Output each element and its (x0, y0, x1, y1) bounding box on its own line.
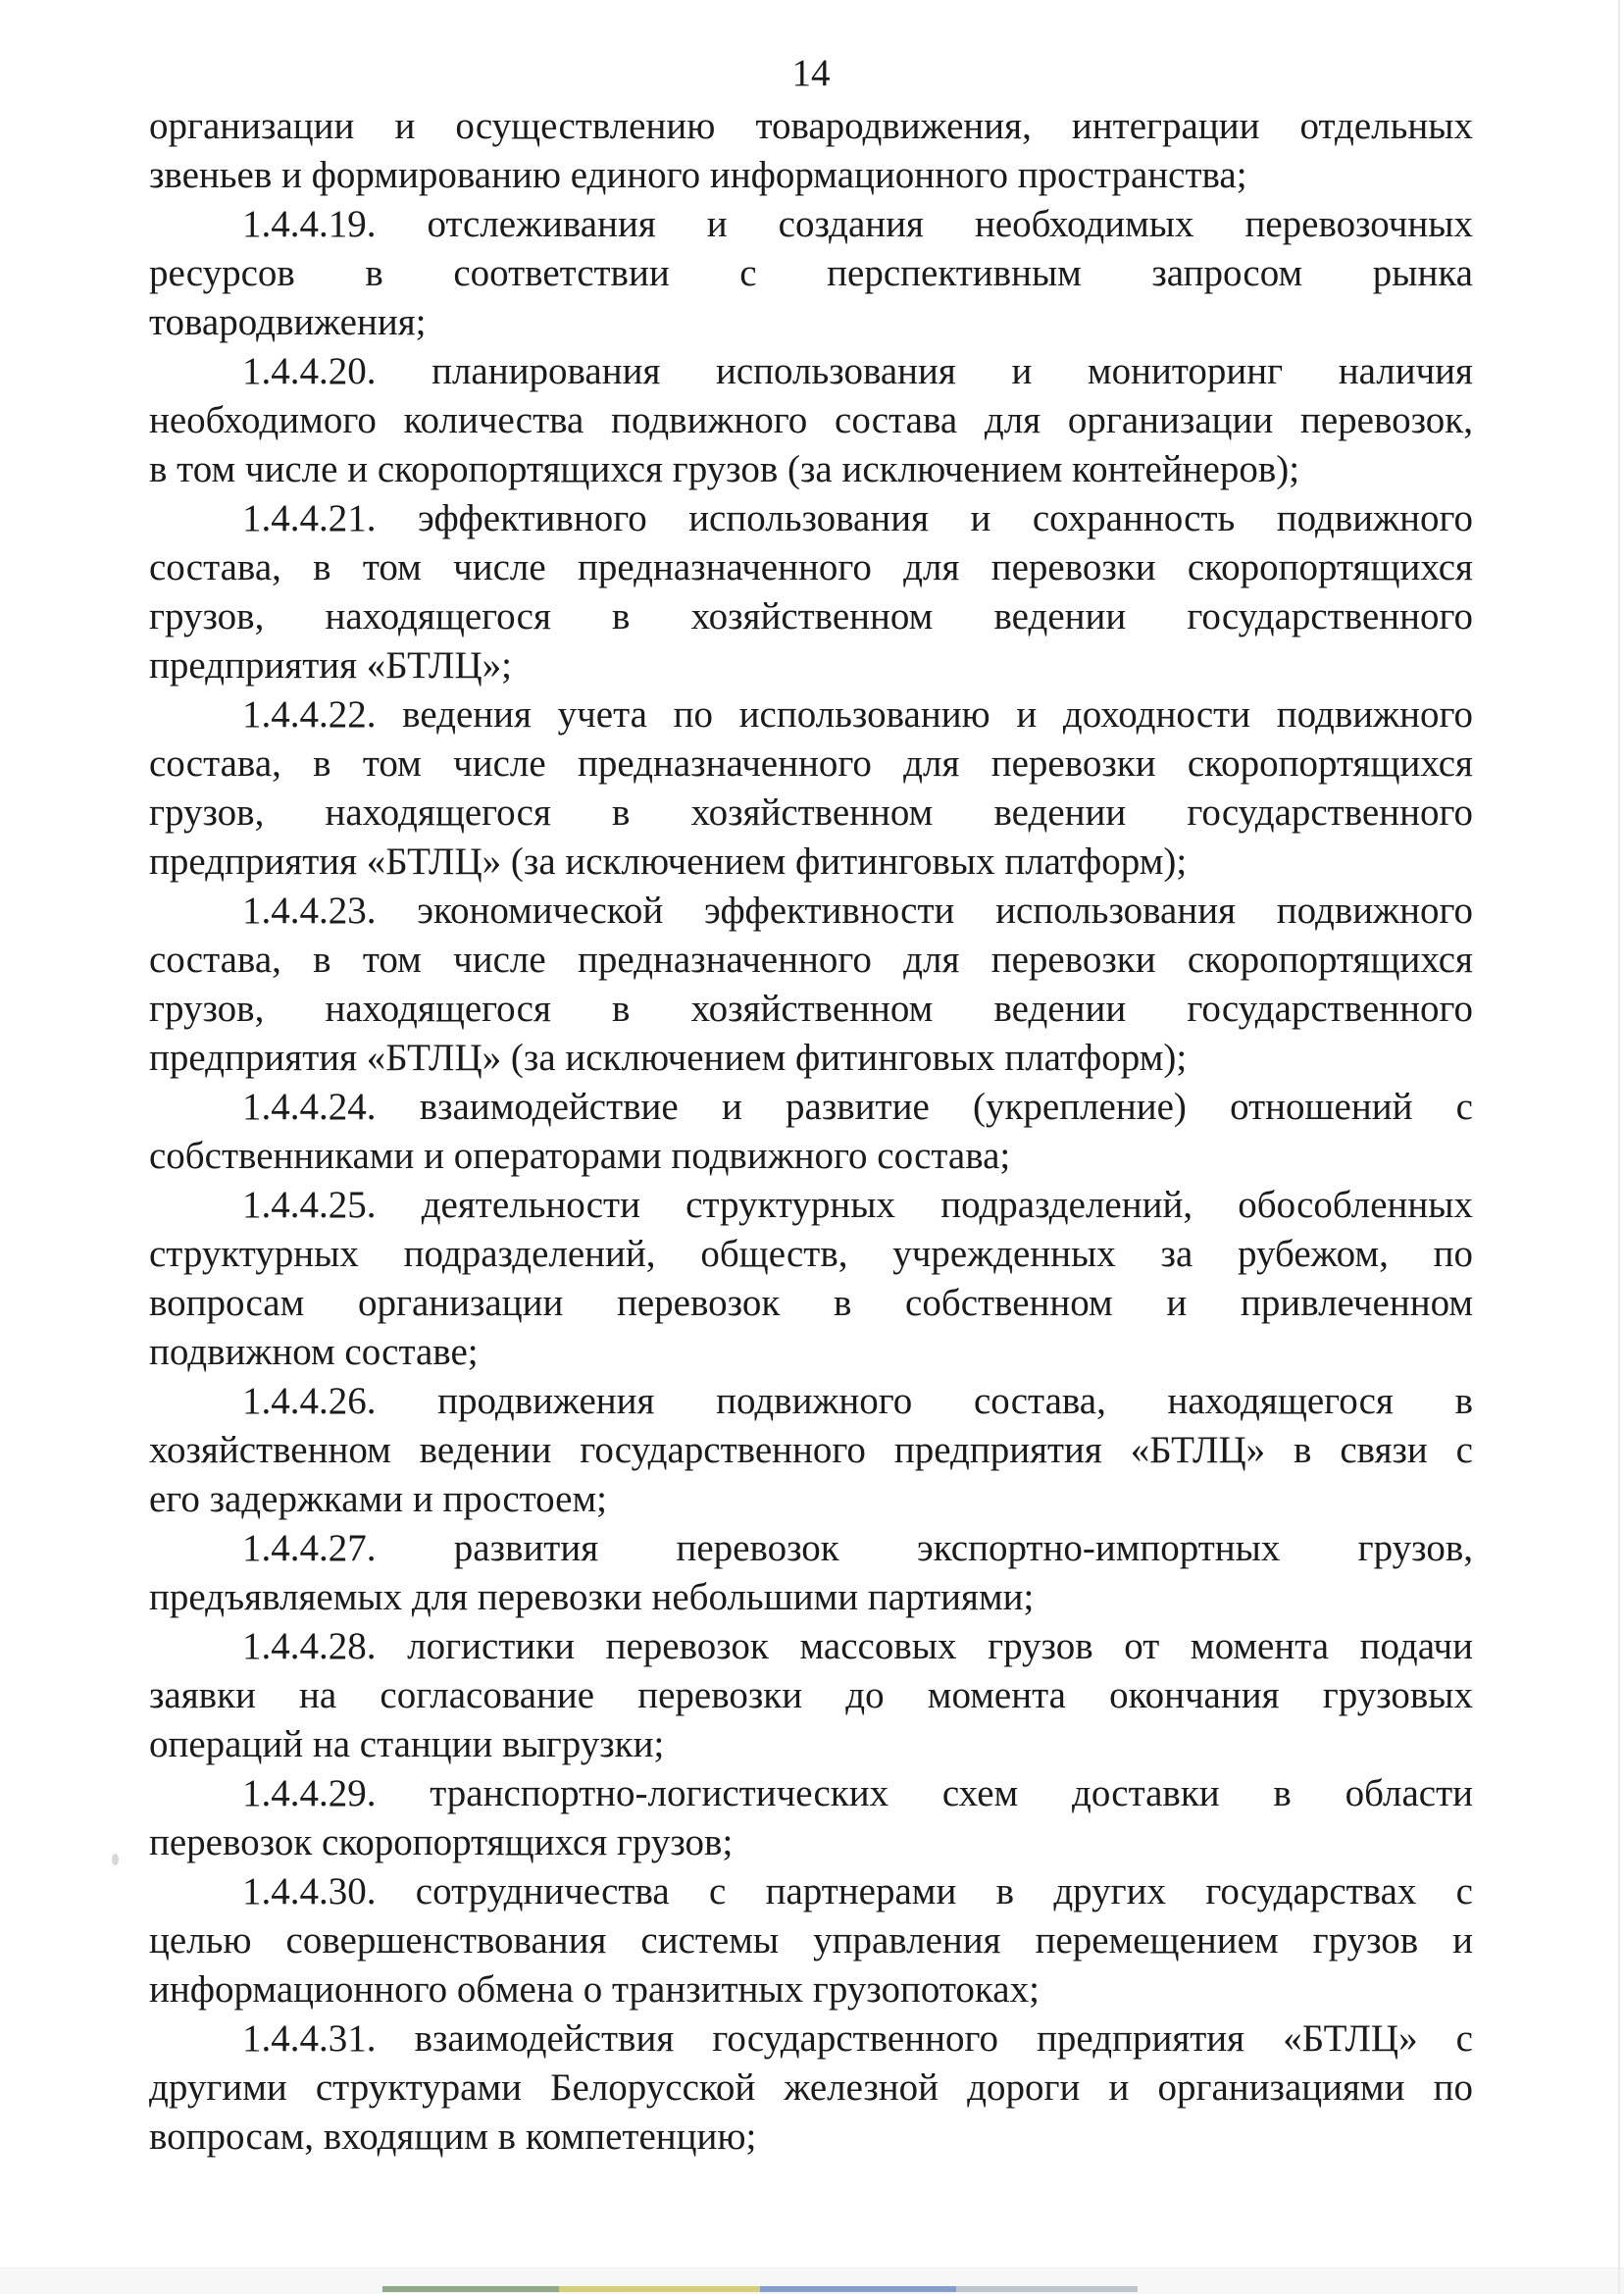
text-line: ресурсов в соответствии с перспективным запросом рынка (149, 252, 1473, 294)
text-line: вопросам организации перевозок в собственном и привлеченном (149, 1282, 1473, 1324)
text-line: 1.4.4.25. деятельности структурных подразделений, обособленных (242, 1184, 1473, 1226)
text-line: 1.4.4.26. продвижения подвижного состава, находящегося в (242, 1380, 1473, 1422)
text-line: состава, в том числе предназначенного для перевозки скоропортящихся (149, 546, 1473, 588)
document-body (149, 102, 1473, 2162)
text-line: 1.4.4.22. ведения учета по использованию и доходности подвижного (242, 693, 1473, 736)
text-line: предприятия «БТЛЦ» (за исключением фитинговых платформ); (149, 841, 1188, 883)
text-line: подвижном составе; (149, 1331, 479, 1373)
text-line: информационного обмена о транзитных грузопотоках; (149, 1968, 1040, 2011)
text-line: 1.4.4.21. эффективного использования и сохранность подвижного (242, 497, 1473, 539)
text-line: целью совершенствования системы управления перемещением грузов и (149, 1919, 1473, 1962)
scan-edge-line (1618, 0, 1620, 2294)
text-line: другими структурами Белорусской железной дороги и организациями по (149, 2066, 1473, 2109)
text-line: вопросам, входящим в компетенцию; (149, 2116, 757, 2158)
text-line: 1.4.4.19. отслеживания и создания необходимых перевозочных (242, 203, 1473, 245)
text-line: необходимого количества подвижного состава для организации перевозок, (149, 399, 1473, 441)
text-line: 1.4.4.30. сотрудничества с партнерами в других государствах с (242, 1870, 1473, 1912)
text-line: предъявляемых для перевозки небольшими партиями; (149, 1576, 1035, 1618)
text-line: его задержками и простоем; (149, 1478, 607, 1520)
text-line: собственниками и операторами подвижного состава; (149, 1135, 1011, 1177)
text-line: предприятия «БТЛЦ»; (149, 644, 513, 687)
text-line: звеньев и формированию единого информационного пространства; (149, 154, 1247, 196)
text-line: грузов, находящегося в хозяйственном ведении государственного (149, 595, 1473, 637)
text-line: грузов, находящегося в хозяйственном ведении государственного (149, 988, 1473, 1030)
text-line: товародвижения; (149, 301, 427, 343)
text-line: 1.4.4.29. транспортно-логистических схем доставки в области (242, 1772, 1473, 1814)
text-line: предприятия «БТЛЦ» (за исключением фитинговых платформ); (149, 1037, 1188, 1079)
text-line: заявки на согласование перевозки до момента окончания грузовых (149, 1674, 1473, 1716)
scan-speckle (112, 1854, 119, 1865)
page-number: 14 (791, 52, 831, 94)
text-line: состава, в том числе предназначенного для перевозки скоропортящихся (149, 939, 1473, 981)
scan-artifact-segment (382, 2286, 559, 2292)
text-line: операций на станции выгрузки; (149, 1723, 665, 1765)
text-line: перевозок скоропортящихся грузов; (149, 1821, 734, 1863)
scan-artifact-segment (559, 2286, 760, 2292)
text-line: грузов, находящегося в хозяйственном ведении государственного (149, 791, 1473, 834)
text-line: 1.4.4.23. экономической эффективности использования подвижного (242, 890, 1473, 932)
scan-artifact-segment (956, 2286, 1138, 2292)
text-line: хозяйственном ведении государственного предприятия «БТЛЦ» в связи с (149, 1429, 1473, 1471)
text-line: 1.4.4.31. взаимодействия государственного предприятия «БТЛЦ» с (242, 2017, 1473, 2060)
text-line: 1.4.4.28. логистики перевозок массовых грузов от момента подачи (242, 1625, 1473, 1667)
scan-artifact-segment (760, 2286, 956, 2292)
text-line: в том числе и скоропортящихся грузов (за исключением контейнеров); (149, 448, 1300, 490)
text-line: 1.4.4.20. планирования использования и мониторинг наличия (242, 350, 1473, 392)
text-line: 1.4.4.27. развития перевозок экспортно-импортных грузов, (242, 1527, 1473, 1569)
scan-artifact-strip (382, 2286, 1138, 2292)
text-line: состава, в том числе предназначенного для перевозки скоропортящихся (149, 742, 1473, 785)
text-line: организации и осуществлению товародвижения, интеграции отдельных (149, 105, 1473, 147)
text-line: 1.4.4.24. взаимодействие и развитие (укрепление) отношений с (242, 1086, 1473, 1128)
text-line: структурных подразделений, обществ, учрежденных за рубежом, по (149, 1233, 1473, 1275)
